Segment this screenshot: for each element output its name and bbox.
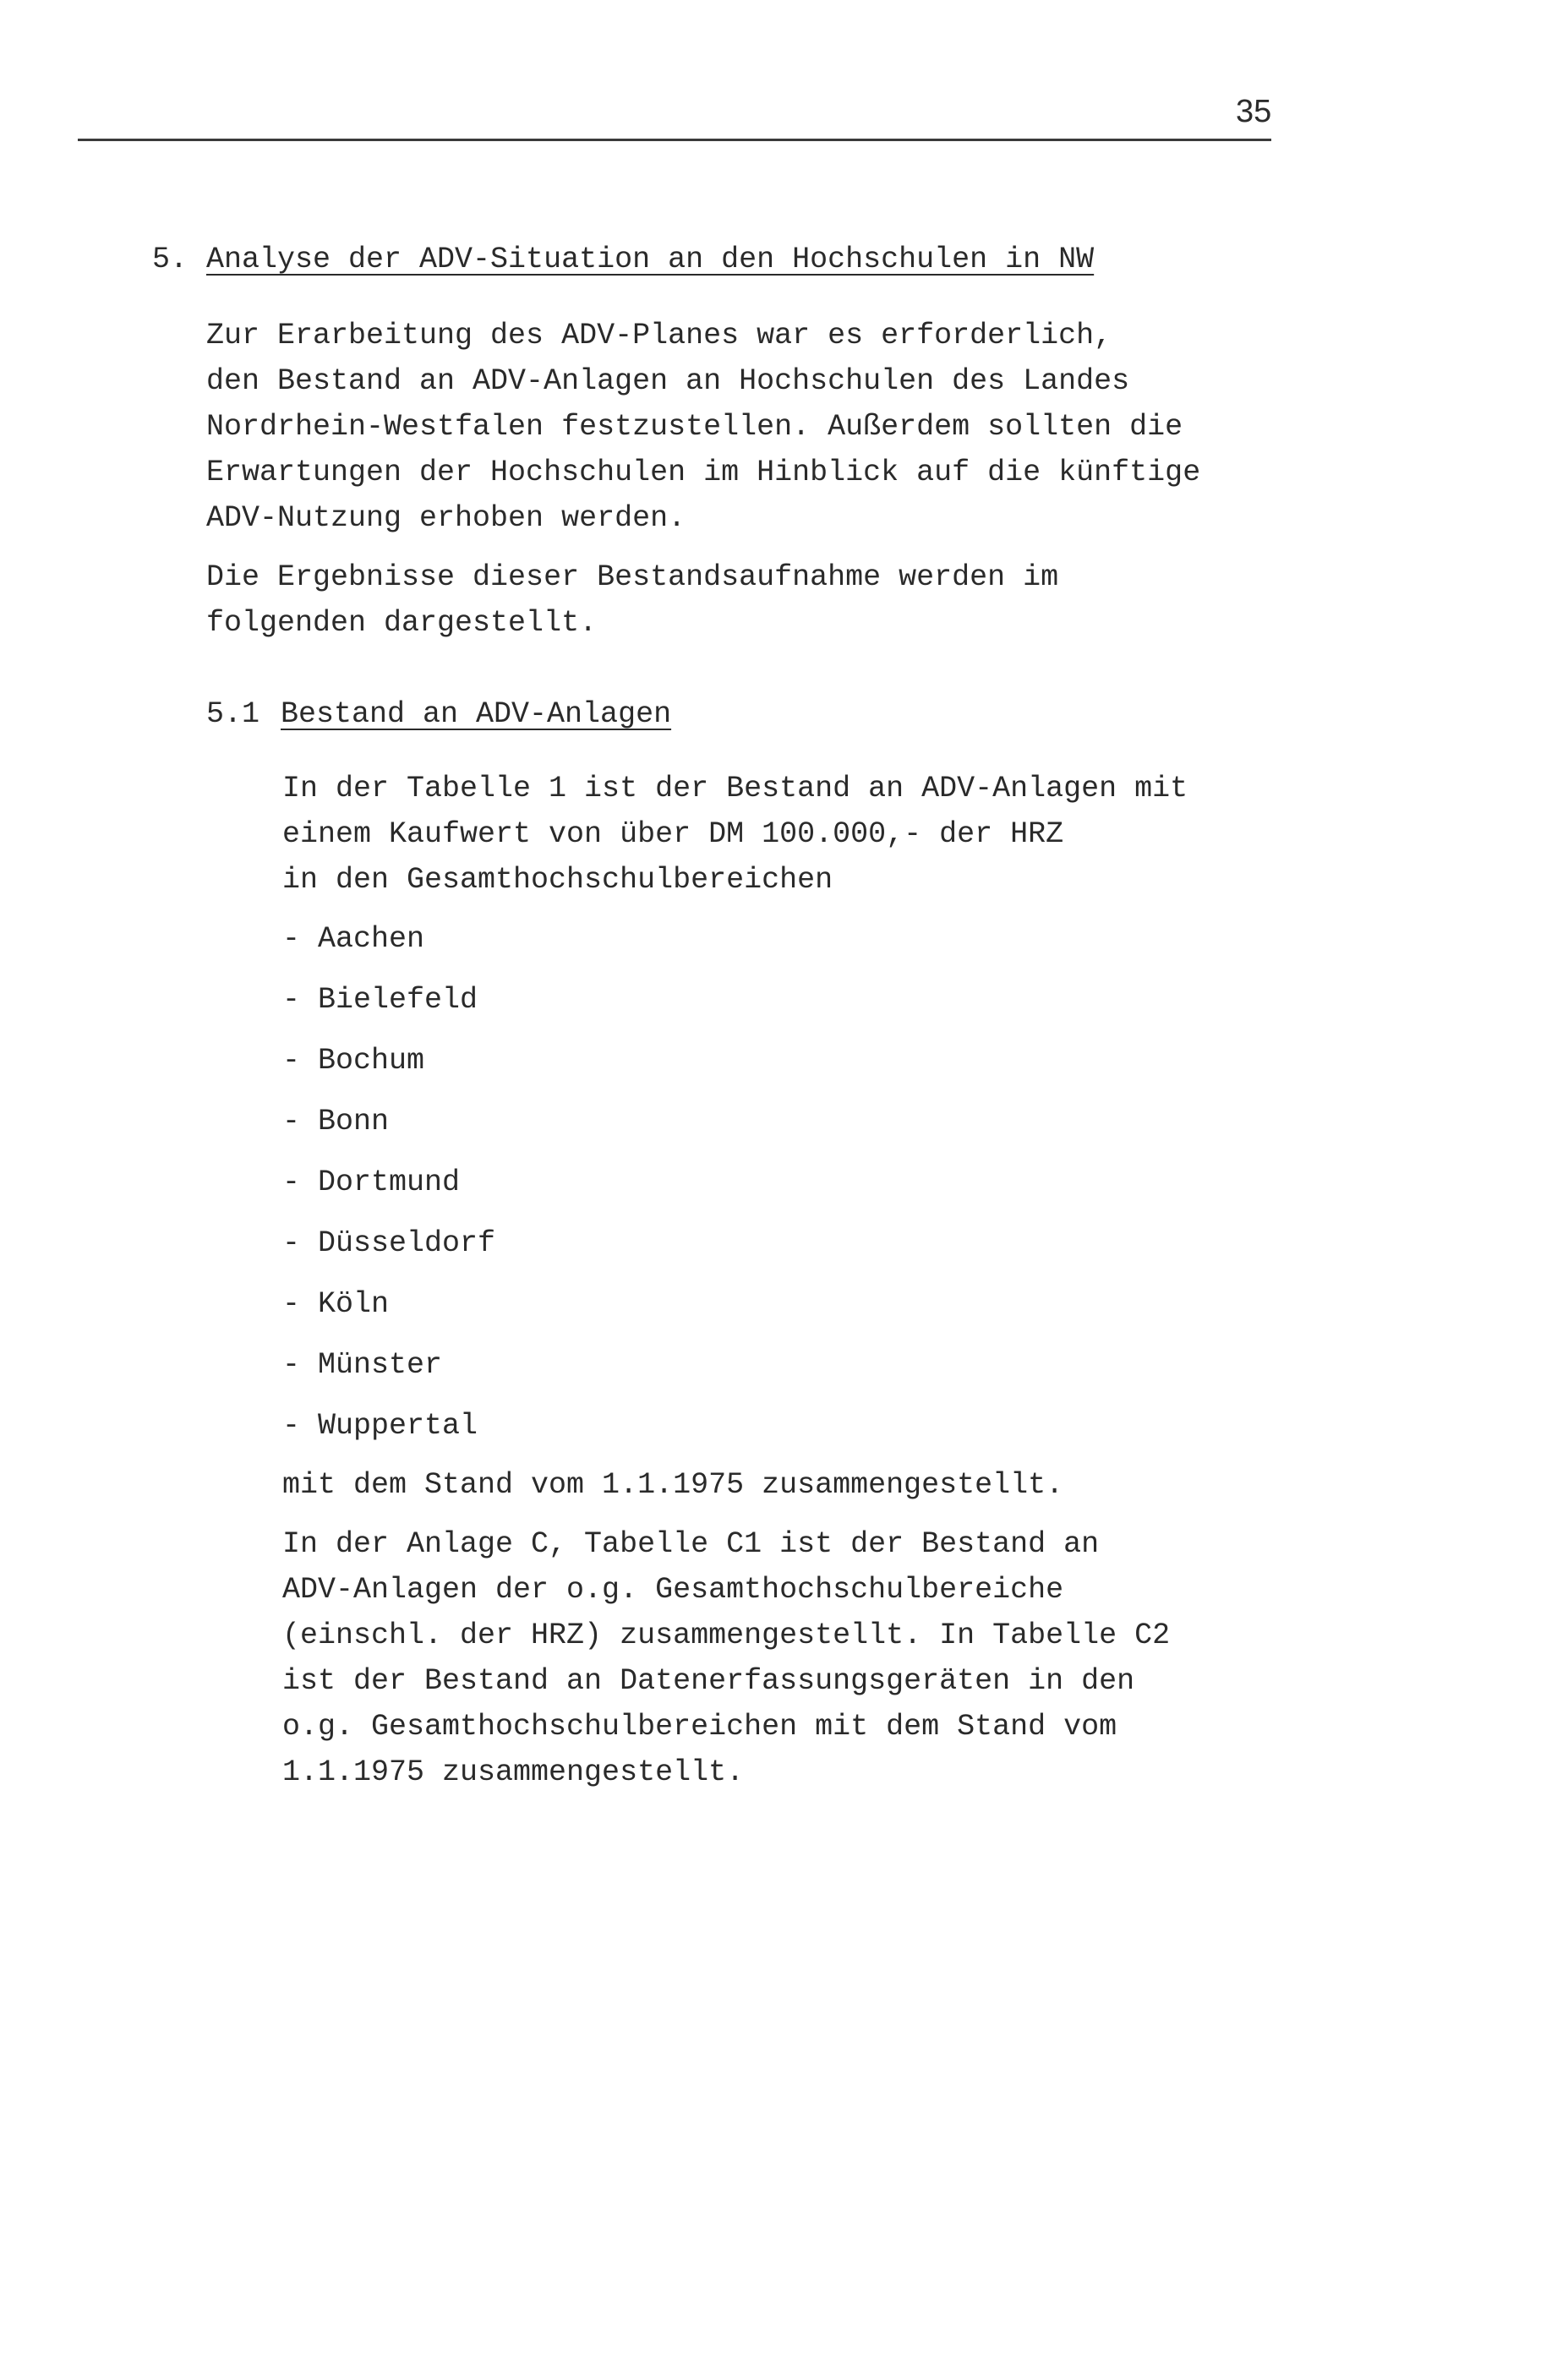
- location-list: [282, 916, 495, 1464]
- text-line: folgenden dargestellt.: [206, 606, 598, 640]
- text-line: (einschl. der HRZ) zusammengestellt. In Tabelle C2: [282, 1619, 1171, 1652]
- text-line: mit dem Stand vom 1.1.1975 zusammengestellt.: [282, 1468, 1064, 1502]
- subsection-heading: [206, 691, 671, 737]
- intro-paragraph-2: [206, 554, 1058, 646]
- text-line: ADV-Anlagen der o.g. Gesamthochschulbereiche: [282, 1573, 1064, 1607]
- location-name: Münster: [318, 1348, 443, 1382]
- anlage-paragraph: [282, 1521, 1170, 1795]
- text-line: Die Ergebnisse dieser Bestandsaufnahme werden im: [206, 560, 1059, 594]
- location-name: Bonn: [318, 1105, 390, 1138]
- list-dash: -: [282, 1226, 301, 1260]
- list-dash: -: [282, 983, 301, 1017]
- list-item: [282, 1281, 495, 1342]
- list-dash: -: [282, 1044, 301, 1078]
- text-line: Erwartungen der Hochschulen im Hinblick auf die künftige: [206, 456, 1201, 489]
- closing-line: [282, 1462, 1063, 1508]
- location-name: Wuppertal: [318, 1409, 478, 1443]
- text-line: 1.1.1975 zusammengestellt.: [282, 1755, 745, 1789]
- location-name: Bielefeld: [318, 983, 478, 1017]
- list-dash: -: [282, 1105, 301, 1138]
- text-line: In der Tabelle 1 ist der Bestand an ADV-Anlagen mit: [282, 772, 1188, 805]
- location-name: Aachen: [318, 922, 425, 956]
- list-item: [282, 1342, 495, 1403]
- lead-paragraph: [282, 766, 1188, 903]
- text-line: ADV-Nutzung erhoben werden.: [206, 501, 686, 535]
- list-dash: -: [282, 1409, 301, 1443]
- intro-paragraph-1: [206, 313, 1200, 541]
- list-item: [282, 977, 495, 1038]
- text-line: den Bestand an ADV-Anlagen an Hochschulen des Landes: [206, 364, 1130, 398]
- text-line: In der Anlage C, Tabelle C1 ist der Bestand an: [282, 1527, 1100, 1561]
- subsection-title: Bestand an ADV-Anlagen: [281, 697, 672, 731]
- header-rule: [78, 139, 1271, 141]
- page-number: 35: [1236, 94, 1272, 129]
- text-line: Zur Erarbeitung des ADV-Planes war es erforderlich,: [206, 319, 1112, 352]
- list-dash: -: [282, 1287, 301, 1321]
- list-item: [282, 1220, 495, 1281]
- location-name: Düsseldorf: [318, 1226, 496, 1260]
- subsection-number: 5.1: [206, 697, 260, 731]
- location-name: Dortmund: [318, 1165, 461, 1199]
- section-number: 5.: [152, 243, 188, 276]
- text-line: in den Gesamthochschulbereichen: [282, 863, 833, 897]
- location-name: Bochum: [318, 1044, 425, 1078]
- location-name: Köln: [318, 1287, 390, 1321]
- list-item: [282, 1160, 495, 1220]
- list-item: [282, 1038, 495, 1099]
- text-line: einem Kaufwert von über DM 100.000,- der HRZ: [282, 817, 1064, 851]
- section-heading: [152, 237, 1094, 282]
- section-title: Analyse der ADV-Situation an den Hochschulen in NW: [206, 243, 1095, 276]
- list-item: [282, 916, 495, 977]
- text-line: o.g. Gesamthochschulbereichen mit dem Stand vom: [282, 1710, 1117, 1744]
- list-item: [282, 1403, 495, 1464]
- text-line: ist der Bestand an Datenerfassungsgeräten in den: [282, 1664, 1135, 1698]
- text-line: Nordrhein-Westfalen festzustellen. Außerdem sollten die: [206, 410, 1183, 444]
- list-dash: -: [282, 922, 301, 956]
- list-item: [282, 1099, 495, 1160]
- list-dash: -: [282, 1348, 301, 1382]
- list-dash: -: [282, 1165, 301, 1199]
